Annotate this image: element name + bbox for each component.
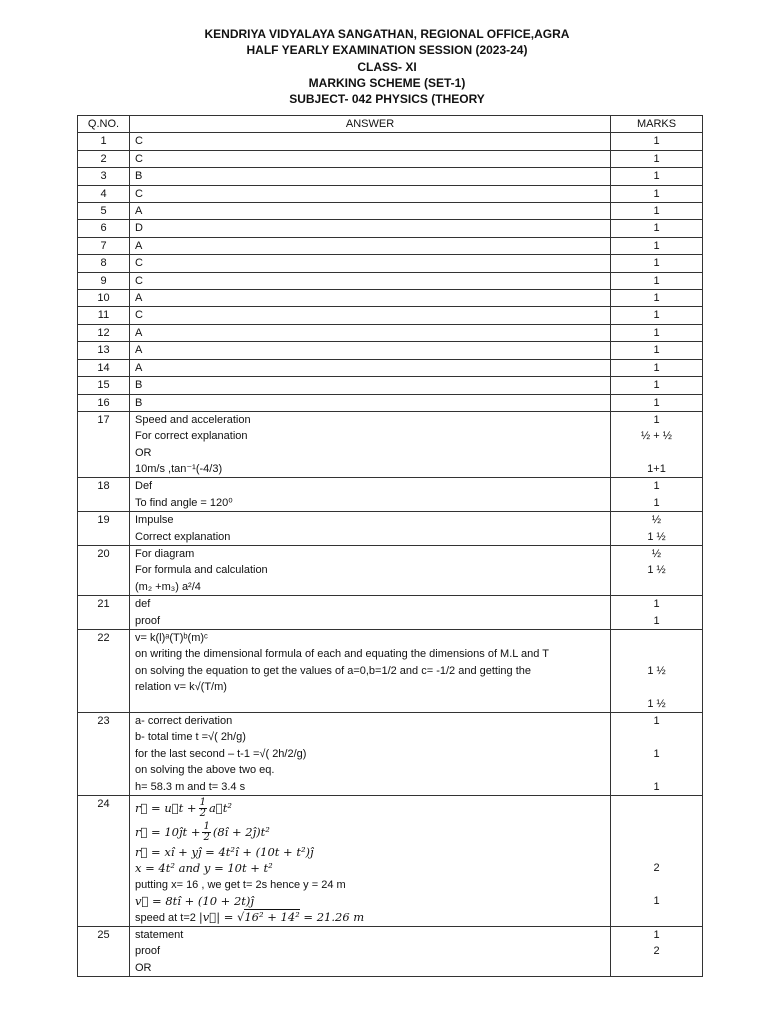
marks-line: 1	[653, 895, 660, 908]
table-row	[78, 237, 703, 254]
marks-line: 1	[653, 598, 660, 611]
answer-cell	[130, 411, 611, 478]
table-row	[78, 220, 703, 237]
table-row	[78, 272, 703, 289]
question-number: 8	[78, 255, 130, 272]
answer-cell: A	[130, 324, 611, 341]
col-header-marks: MARKS	[611, 116, 703, 133]
question-number: 20	[78, 546, 130, 596]
marks-line	[611, 646, 702, 662]
marks-line: 1 ½	[647, 530, 666, 543]
answer-cell: A	[130, 237, 611, 254]
answer-cell	[130, 546, 611, 596]
question-number: 10	[78, 290, 130, 307]
equation-text: = 21.26 m	[299, 910, 365, 925]
table-row	[78, 596, 703, 630]
answer-line: For formula and calculation	[135, 564, 268, 577]
answer-cell	[130, 795, 611, 926]
marks-cell: 1	[611, 220, 703, 237]
answer-cell: C	[130, 150, 611, 167]
equation-text: r⃗ = 10ĵt +	[135, 824, 201, 839]
question-number: 18	[78, 478, 130, 512]
answer-line: Impulse	[135, 514, 174, 527]
header-scheme: MARKING SCHEME (SET-1)	[308, 75, 466, 90]
answer-cell: B	[130, 377, 611, 394]
answer-line: a- correct derivation	[135, 714, 233, 727]
answer-cell	[130, 512, 611, 546]
fraction	[202, 822, 210, 843]
table-row	[78, 168, 703, 185]
marks-cell: 1	[611, 272, 703, 289]
question-number: 6	[78, 220, 130, 237]
marks-line	[611, 762, 702, 778]
question-number: 13	[78, 342, 130, 359]
table-row	[78, 795, 703, 926]
answer-cell: D	[130, 220, 611, 237]
marks-cell: 1	[611, 237, 703, 254]
answer-cell: B	[130, 394, 611, 411]
equation-text: r⃗ = u⃗t +	[135, 800, 197, 815]
marks-cell: 1	[611, 307, 703, 324]
answer-line: on solving the above two eq.	[135, 764, 275, 777]
marks-line: 1	[653, 714, 660, 727]
table-row	[78, 377, 703, 394]
answer-line: (m₂ +m₃) a²/4	[135, 580, 201, 593]
answer-line: Correct explanation	[135, 530, 231, 543]
marks-line: 2	[653, 945, 660, 958]
marks-line: 1	[653, 780, 660, 793]
question-number: 21	[78, 596, 130, 630]
answer-cell: C	[130, 255, 611, 272]
answer-cell: C	[130, 307, 611, 324]
answer-cell	[130, 926, 611, 976]
question-number: 5	[78, 203, 130, 220]
table-row	[78, 411, 703, 478]
question-number: 12	[78, 324, 130, 341]
answer-line: for the last second – t-1 =√( 2h/2/g)	[135, 747, 307, 760]
marks-cell	[611, 629, 703, 712]
marks-line	[611, 909, 702, 925]
marks-cell: 1	[611, 324, 703, 341]
marks-line: ½ + ½	[641, 430, 672, 443]
fraction	[199, 798, 207, 819]
equation-text: (8î + 2ĵ)t²	[212, 824, 270, 839]
table-row	[78, 712, 703, 795]
marks-cell	[611, 795, 703, 926]
answer-cell	[130, 478, 611, 512]
table-row	[78, 307, 703, 324]
marks-line: 1	[653, 413, 660, 426]
table-row	[78, 478, 703, 512]
answer-line: def	[135, 598, 151, 611]
question-number: 4	[78, 185, 130, 202]
table-header-row	[78, 116, 703, 133]
question-number: 22	[78, 629, 130, 712]
marks-line	[611, 445, 702, 461]
answer-cell	[130, 712, 611, 795]
fraction-denominator: 2	[203, 832, 210, 844]
marks-line: 2	[653, 862, 660, 875]
marks-cell: 1	[611, 290, 703, 307]
answer-cell: B	[130, 168, 611, 185]
equation-line	[135, 820, 610, 844]
marks-line: 1	[653, 928, 660, 941]
answer-line: For correct explanation	[135, 430, 248, 443]
question-number: 19	[78, 512, 130, 546]
marks-line	[611, 844, 702, 860]
marks-line: 1 ½	[647, 564, 666, 577]
marks-cell	[611, 926, 703, 976]
marks-cell: 1	[611, 203, 703, 220]
question-number: 25	[78, 926, 130, 976]
table-row	[78, 394, 703, 411]
question-number: 17	[78, 411, 130, 478]
col-header-qno: Q.NO.	[78, 116, 130, 133]
answer-cell	[130, 629, 611, 712]
answer-cell: C	[130, 272, 611, 289]
marks-cell	[611, 512, 703, 546]
answer-line: v= k(l)ᵃ(T)ᵇ(m)ᶜ	[135, 631, 208, 644]
answer-line: proof	[135, 945, 161, 958]
header-exam: HALF YEARLY EXAMINATION SESSION (2023-24)	[246, 43, 528, 58]
answer-line: statement	[135, 928, 184, 941]
marks-cell	[611, 596, 703, 630]
table-row	[78, 546, 703, 596]
table-row	[78, 324, 703, 341]
marks-line: ½	[651, 548, 662, 561]
table-row	[78, 342, 703, 359]
answer-line: relation v= k√(T/m)	[135, 681, 227, 694]
question-number: 16	[78, 394, 130, 411]
marks-line: 1 ½	[647, 697, 666, 710]
marks-cell: 1	[611, 168, 703, 185]
table-row	[78, 290, 703, 307]
answer-line: 10m/s ,tan⁻¹(-4/3)	[135, 463, 223, 476]
marks-line: 1	[653, 480, 660, 493]
marks-line	[611, 820, 702, 844]
question-number: 23	[78, 712, 130, 795]
radicand: 16² + 14²	[244, 910, 300, 925]
marks-cell: 1	[611, 359, 703, 376]
answer-line: OR	[135, 446, 152, 459]
marks-cell: 1	[611, 342, 703, 359]
marks-line	[611, 960, 702, 976]
question-number: 24	[78, 795, 130, 926]
marks-line: 1 ½	[647, 664, 666, 677]
table-row	[78, 629, 703, 712]
answer-cell: A	[130, 342, 611, 359]
question-number: 7	[78, 237, 130, 254]
table-row	[78, 926, 703, 976]
table-row	[78, 185, 703, 202]
answer-line: on writing the dimensional formula of each and equating the dimensions of M.L and T	[135, 648, 549, 661]
question-number: 1	[78, 133, 130, 150]
answer-line: OR	[135, 961, 152, 974]
answer-line: proof	[135, 614, 161, 627]
marks-cell	[611, 712, 703, 795]
fraction-numerator: 1	[203, 821, 210, 833]
equation-line: r⃗ = xî + yĵ = 4t²î + (10t + t²)ĵ	[135, 844, 314, 859]
marks-line	[611, 796, 702, 820]
answer-line: h= 58.3 m and t= 3.4 s	[135, 780, 246, 793]
marks-cell	[611, 411, 703, 478]
marks-line: 1+1	[647, 463, 666, 476]
marks-line	[611, 630, 702, 646]
answer-text: speed at t=2	[135, 912, 199, 925]
marks-line	[611, 877, 702, 893]
col-header-answer: ANSWER	[130, 116, 611, 133]
equation-text: a⃗t²	[208, 800, 232, 815]
answer-line: For diagram	[135, 548, 195, 561]
marks-cell: 1	[611, 133, 703, 150]
equation-line	[135, 909, 610, 925]
header-subject: SUBJECT- 042 PHYSICS (THEORY	[289, 92, 485, 107]
answer-cell: C	[130, 185, 611, 202]
fraction-numerator: 1	[199, 797, 206, 809]
fraction-denominator: 2	[199, 808, 206, 820]
answer-cell: C	[130, 133, 611, 150]
question-number: 14	[78, 359, 130, 376]
marks-line	[611, 679, 702, 695]
answer-line: Def	[135, 480, 153, 493]
table-row	[78, 203, 703, 220]
marks-cell	[611, 478, 703, 512]
answer-cell: A	[130, 203, 611, 220]
equation-text: |v⃗| = √	[198, 910, 245, 925]
answer-line: To find angle = 120⁰	[135, 496, 233, 509]
answer-line: Speed and acceleration	[135, 413, 251, 426]
table-row	[78, 150, 703, 167]
header-org: KENDRIYA VIDYALAYA SANGATHAN, REGIONAL OFFICE,AGRA	[204, 27, 570, 41]
table-row	[78, 255, 703, 272]
header-class: CLASS- XI	[357, 59, 417, 74]
question-number: 2	[78, 150, 130, 167]
question-number: 15	[78, 377, 130, 394]
table-row	[78, 133, 703, 150]
table-row	[78, 512, 703, 546]
answer-cell	[130, 596, 611, 630]
marks-cell: 1	[611, 394, 703, 411]
marks-line: ½	[651, 514, 662, 527]
answer-line: putting x= 16 , we get t= 2s hence y = 24 m	[135, 878, 346, 891]
marks-cell: 1	[611, 185, 703, 202]
marks-line: 1	[653, 496, 660, 509]
marks-cell: 1	[611, 255, 703, 272]
question-number: 11	[78, 307, 130, 324]
marking-scheme-table	[77, 115, 703, 977]
marks-cell	[611, 546, 703, 596]
question-number: 9	[78, 272, 130, 289]
equation-line: x = 4t² and y = 10t + t²	[135, 861, 273, 876]
answer-line: b- total time t =√( 2h/g)	[135, 731, 246, 744]
document-header	[0, 26, 768, 107]
marks-line: 1	[653, 614, 660, 627]
equation-line	[135, 796, 610, 820]
table-row	[78, 359, 703, 376]
answer-cell: A	[130, 359, 611, 376]
equation-line: v⃗ = 8tî + (10 + 2t)ĵ	[135, 894, 254, 909]
answer-line	[135, 696, 610, 712]
answer-line: on solving the equation to get the values of a=0,b=1/2 and c= -1/2 and getting the	[135, 664, 531, 677]
marks-cell: 1	[611, 377, 703, 394]
marks-line: 1	[653, 747, 660, 760]
question-number: 3	[78, 168, 130, 185]
marks-cell: 1	[611, 150, 703, 167]
answer-cell: A	[130, 290, 611, 307]
marks-line	[611, 729, 702, 745]
